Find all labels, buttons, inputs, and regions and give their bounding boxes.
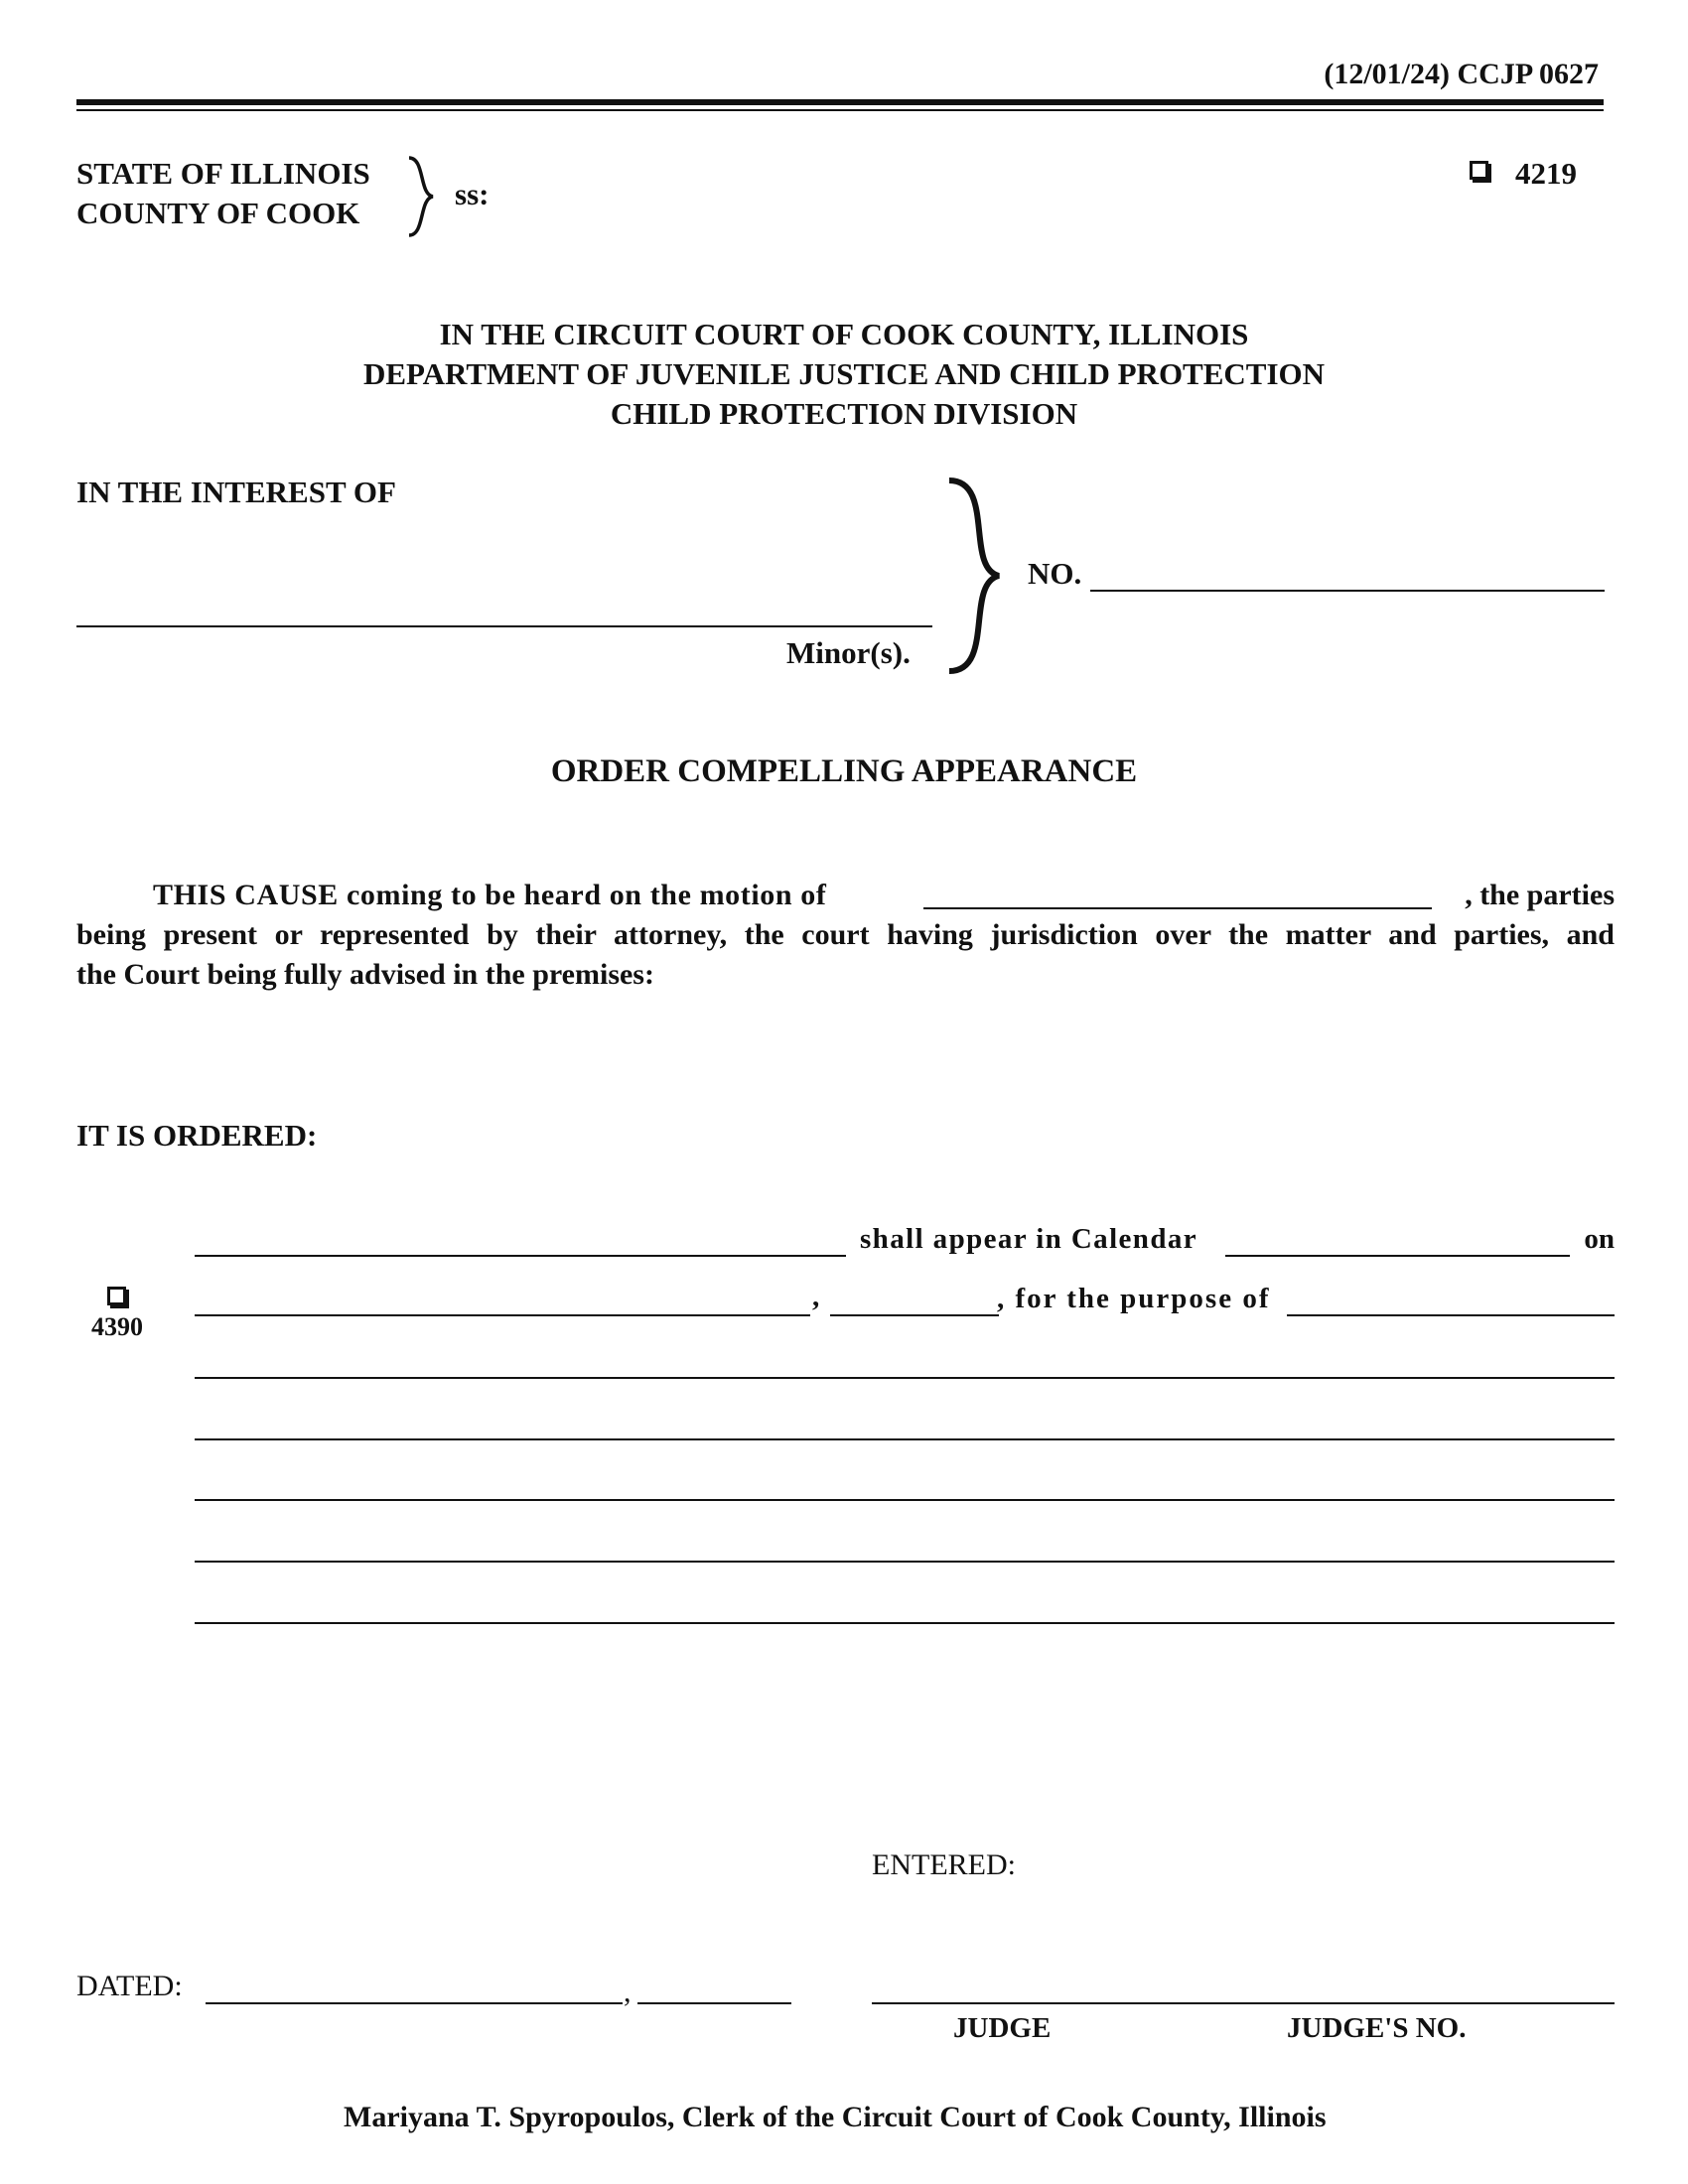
purpose-line-3[interactable] xyxy=(195,1499,1615,1501)
on-text: on xyxy=(1584,1223,1615,1255)
appearance-year-field[interactable] xyxy=(830,1287,999,1316)
movant-field[interactable] xyxy=(923,880,1432,909)
body-line-1-end: , the parties xyxy=(1465,879,1615,911)
calendar-field[interactable] xyxy=(1225,1227,1570,1257)
purpose-text: , for the purpose of xyxy=(997,1283,1271,1314)
clerk-footer: Mariyana T. Spyropoulos, Clerk of the Circuit Court of Cook County, Illinois xyxy=(344,2101,1327,2133)
purpose-line-4[interactable] xyxy=(195,1561,1615,1563)
case-number-field[interactable] xyxy=(1090,562,1605,592)
body-paragraph xyxy=(76,876,1615,995)
checkbox-4390-label: 4390 xyxy=(91,1312,143,1341)
large-brace xyxy=(937,477,1007,675)
form-code: (12/01/24) CCJP 0627 xyxy=(1324,58,1599,90)
dated-field[interactable] xyxy=(206,2002,623,2004)
checkbox-4219-label: 4219 xyxy=(1515,156,1577,191)
date-comma: , xyxy=(812,1281,820,1312)
body-line-1-start: THIS CAUSE coming to be heard on the motion of xyxy=(153,879,827,911)
dated-year-field[interactable] xyxy=(637,2002,791,2004)
checkbox-4219[interactable] xyxy=(1470,161,1488,180)
state-label: STATE OF ILLINOIS xyxy=(76,156,370,191)
purpose-line-2[interactable] xyxy=(195,1438,1615,1440)
appearing-party-field[interactable] xyxy=(195,1227,846,1257)
judge-no-label: JUDGE'S NO. xyxy=(1287,2012,1467,2044)
judge-label: JUDGE xyxy=(953,2012,1052,2044)
dated-label: DATED: xyxy=(76,1970,183,2002)
header-rule-thick xyxy=(76,99,1604,105)
dated-comma: , xyxy=(624,1976,632,2008)
purpose-line-5[interactable] xyxy=(195,1622,1615,1624)
small-brace xyxy=(403,155,437,238)
judge-signature-line[interactable] xyxy=(872,2002,1615,2004)
purpose-field[interactable] xyxy=(1287,1287,1615,1316)
appearance-date-field[interactable] xyxy=(195,1287,810,1316)
ss-label: ss: xyxy=(455,177,490,211)
interest-of-label: IN THE INTEREST OF xyxy=(76,475,396,509)
court-line-3: CHILD PROTECTION DIVISION xyxy=(610,396,1078,431)
minors-label: Minor(s). xyxy=(786,635,911,670)
shall-appear-text: shall appear in Calendar xyxy=(860,1223,1198,1255)
minor-name-field[interactable] xyxy=(76,598,932,627)
entered-label: ENTERED: xyxy=(872,1848,1016,1881)
body-line-3: the Court being fully advised in the premises: xyxy=(76,958,654,991)
court-heading xyxy=(0,315,1688,434)
purpose-line-1[interactable] xyxy=(195,1377,1615,1379)
checkbox-4390[interactable] xyxy=(107,1287,126,1305)
court-line-2: DEPARTMENT OF JUVENILE JUSTICE AND CHILD PROTECTION xyxy=(362,356,1326,391)
case-no-label: NO. xyxy=(1028,556,1082,591)
court-line-1: IN THE CIRCUIT COURT OF COOK COUNTY, ILLINOIS xyxy=(439,317,1249,351)
order-title: ORDER COMPELLING APPEARANCE xyxy=(550,753,1138,789)
body-line-2: being present or represented by their attorney, the court having jurisdiction over the matter and parties, and xyxy=(76,918,1615,951)
ordered-heading: IT IS ORDERED: xyxy=(76,1118,318,1153)
body-line-1 xyxy=(76,876,1615,915)
header-rule-thin xyxy=(76,109,1604,111)
county-label: COUNTY OF COOK xyxy=(76,196,360,230)
